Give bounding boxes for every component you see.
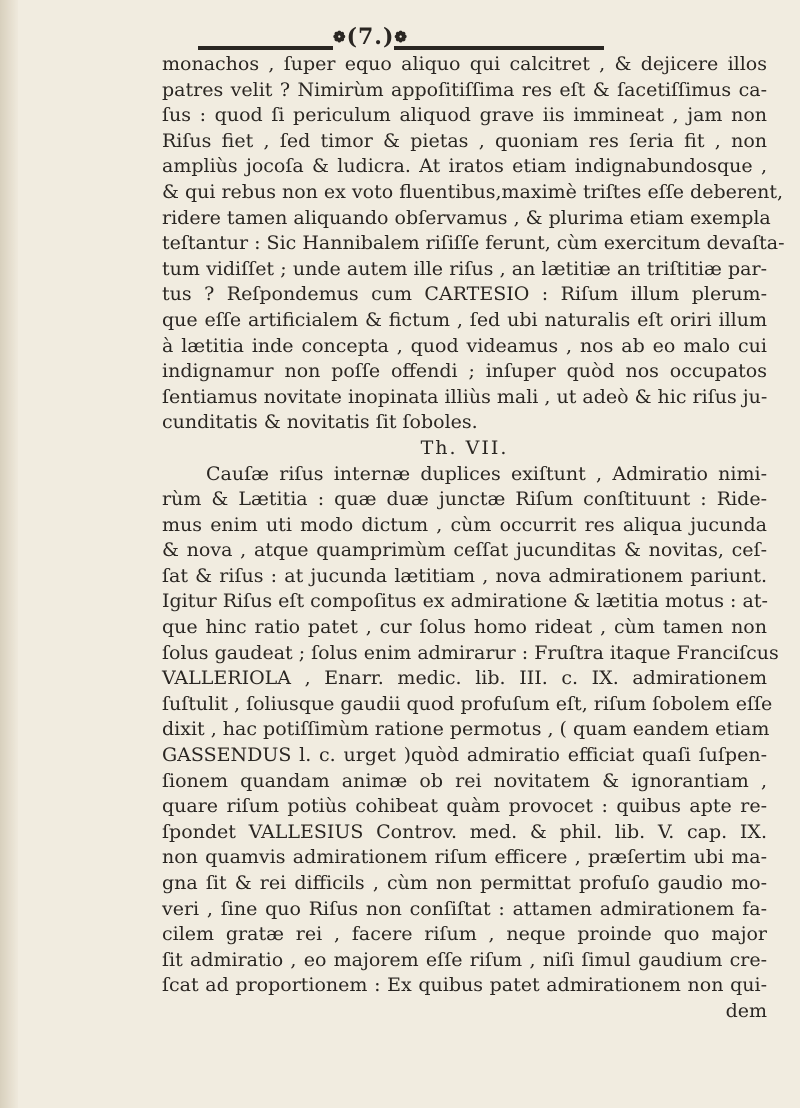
text-line: tus ? Reſpondemus cum CARTESIO : Riſum illum plerum-: [162, 283, 767, 306]
thesis-heading: Th. VII.: [420, 436, 509, 459]
catchword: dem: [725, 999, 767, 1022]
text-line: gna ſit & rei difficils , cùm non permittat profuſo gaudio mo-: [162, 872, 767, 894]
text-line: ſus : quod ſi periculum aliquod grave iis immineat , jam non: [162, 104, 767, 127]
text-line: & nova , atque quamprimùm ceſſat jucunditas & novitas, ceſ-: [162, 539, 767, 562]
text-line: & qui rebus non ex voto fluentibus,maximè triſtes eſſe deberent,: [162, 180, 784, 203]
text-line: Igitur Riſus eſt compoſitus ex admiratione & lætitia motus : at-: [162, 590, 768, 613]
text-line: patres velit ? Nimirùm appoſitiſſima res eſt & ſacetiſſimus ca-: [162, 78, 767, 101]
body-text: [162, 52, 785, 1025]
folio-label: (7.): [346, 24, 395, 50]
text-line: ſcat ad proportionem : Ex quibus patet admirationem non qui-: [162, 974, 767, 997]
text-line: rùm & Lætitia : quæ duæ junctæ Riſum conſtituunt : Ride-: [162, 488, 767, 511]
text-line: veri , ſine quo Riſus non conſiſtat : attamen admirationem fa-: [162, 897, 767, 920]
header-rule-right: [394, 46, 604, 50]
text-line: que eſſe artificialem & fictum , ſed ubi naturalis eſt oriri illum: [162, 308, 767, 331]
running-header: [198, 10, 604, 50]
text-line: non quamvis admirationem riſum efficere , præſertim ubi ma-: [162, 846, 767, 869]
text-line: ſpondet VALLESIUS Controv. med. & phil. lib. V. cap. IX.: [162, 820, 767, 843]
text-line: quare riſum potiùs cohibeat quàm provocet : quibus apte re-: [162, 795, 767, 818]
text-line: à lætitia inde concepta , quod videamus , nos ab eo malo cui: [162, 334, 767, 357]
text-line: ſentiamus novitate inopinata illiùs mali , ut adeò & hic riſus ju-: [162, 385, 768, 408]
text-line: ſuſtulit , ſoliusque gaudii quod profuſum eſt, riſum ſobolem eſſe: [162, 692, 773, 715]
fleuron-right-icon: ❁: [394, 28, 408, 46]
text-line: ampliùs jocoſa & ludicra. At iratos etiam indignabundosque ,: [162, 155, 767, 178]
fleuron-left-icon: ❁: [333, 28, 347, 46]
text-line: monachos , ſuper equo aliquo qui calcitret , & dejicere illos: [162, 53, 767, 75]
text-line: indignamur non poſſe offendi ; inſuper quòd nos occupatos: [162, 360, 767, 383]
text-line: ridere tamen aliquando obſervamus , & plurima etiam exempla: [162, 206, 771, 229]
text-line: Riſus fiet , ſed timor & pietas , quoniam res ſeria fit , non: [162, 129, 767, 152]
text-line: VALLERIOLA , Enarr. medic. lib. III. c. IX. admirationem: [162, 667, 767, 690]
text-line: GASSENDUS l. c. urget )quòd admiratio efficiat quaſi ſuſpen-: [162, 744, 767, 767]
page-edge-shadow: [0, 0, 18, 1108]
text-line: que hinc ratio patet , cur ſolus homo rideat , cùm tamen non: [162, 616, 767, 639]
text-line: ſit admiratio , eo majorem eſſe riſum , niſi ſimul gaudium cre-: [162, 948, 767, 971]
text-line: cilem gratæ rei , facere riſum , neque proinde quo major: [162, 923, 767, 946]
text-line: tum vidiſſet ; unde autem ille riſus , an lætitiæ an triſtitiæ par-: [162, 257, 767, 280]
paragraph-end-line: cunditatis & novitatis ſit ſoboles.: [162, 411, 478, 434]
header-rule-left: [198, 46, 333, 50]
text-line: ſionem quandam animæ ob rei novitatem & ignorantiam ,: [162, 769, 767, 792]
text-line: ſat & riſus : at jucunda lætitiam , nova admirationem pariunt.: [162, 564, 767, 587]
text-line: teſtantur : Sic Hannibalem riſiſſe ferunt, cùm exercitum devaſta-: [162, 232, 785, 255]
text-line: mus enim uti modo dictum , cùm occurrit res aliqua jucunda: [162, 513, 767, 536]
text-line: Cauſæ riſus internæ duplices exiſtunt , Admiratio nimi-: [206, 462, 767, 485]
text-line: ſolus gaudeat ; ſolus enim admirarur : Fruſtra itaque Franciſcus: [162, 641, 779, 664]
text-line: dixit , hac potiſſimùm ratione permotus , ( quam eandem etiam: [162, 718, 770, 741]
